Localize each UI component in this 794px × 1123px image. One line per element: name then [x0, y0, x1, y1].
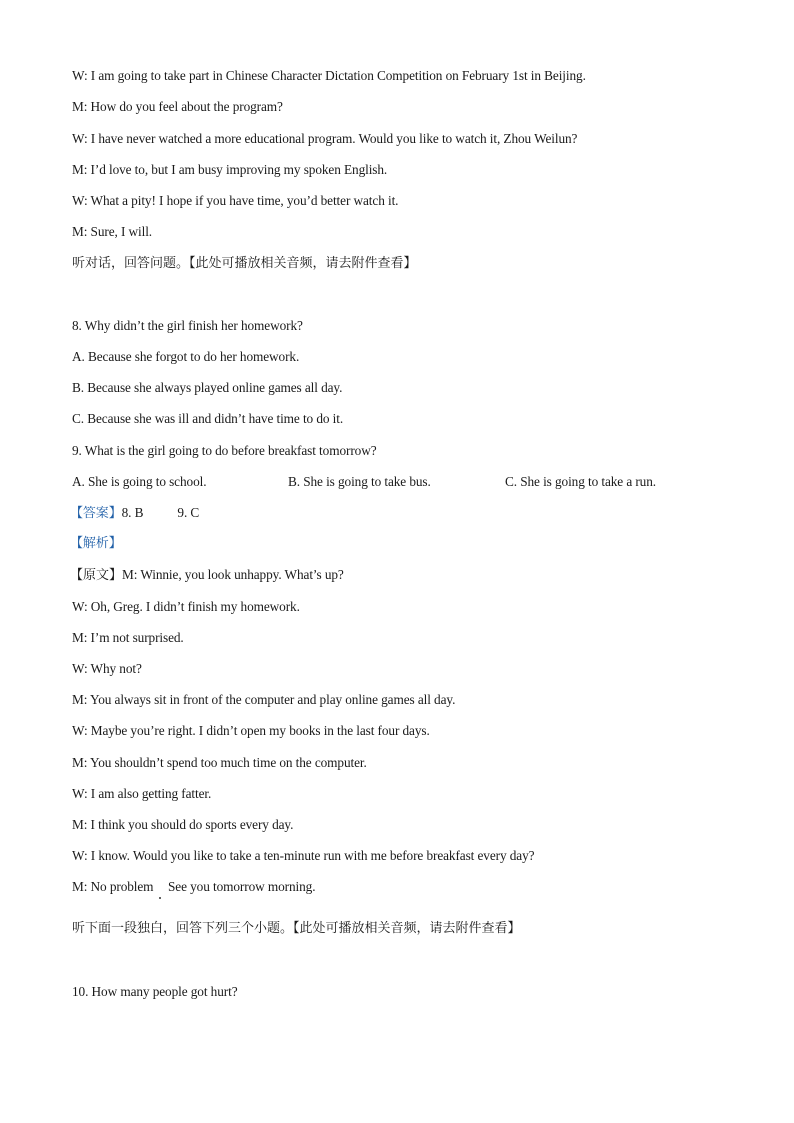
- question-10: 10. How many people got hurt?: [72, 984, 238, 999]
- original-line: W: Maybe you’re right. I didn’t open my books in the last four days.: [72, 723, 430, 738]
- original-line: M: No problem: [72, 879, 154, 894]
- listening-instruction: 听对话，回答问题。【此处可播放相关音频，请去附件查看】: [72, 256, 417, 271]
- question-8-option-c: C. Because she was ill and didn’t have time to do it.: [72, 411, 344, 426]
- dialogue-line: M: I’d love to, but I am busy improving my spoken English.: [72, 162, 388, 177]
- answer-label: 【答案】: [70, 506, 122, 521]
- dialogue-line: W: I am going to take part in Chinese Character Dictation Competition on February 1st in Beijing.: [72, 68, 586, 83]
- monologue-instruction: 听下面一段独白，回答下列三个小题。【此处可播放相关音频，请去附件查看】: [72, 921, 521, 936]
- original-line: M: You shouldn’t spend too much time on the computer.: [72, 755, 367, 770]
- question-8: 8. Why didn’t the girl finish her homework?: [72, 318, 303, 333]
- punctuation-dot: [159, 897, 161, 899]
- dialogue-line: M: Sure, I will.: [72, 224, 153, 239]
- original-line: W: Why not?: [72, 661, 142, 676]
- dialogue-line: M: How do you feel about the program?: [72, 99, 283, 114]
- dialogue-line: W: I have never watched a more educational program. Would you like to watch it, Zhou Weilun?: [72, 131, 578, 146]
- question-8-option-a: A. Because she forgot to do her homework.: [72, 349, 300, 364]
- answer-q9: 9. C: [177, 505, 200, 520]
- original-text-first-line: [70, 566, 344, 585]
- question-8-option-b: B. Because she always played online games all day.: [72, 380, 343, 395]
- dialogue-line: W: What a pity! I hope if you have time, you’d better watch it.: [72, 193, 399, 208]
- question-9-option-b: B. She is going to take bus.: [288, 474, 431, 489]
- original-line: M: I think you should do sports every day.: [72, 817, 294, 832]
- original-line: W: Oh, Greg. I didn’t finish my homework.: [72, 599, 300, 614]
- original-line: M: I’m not surprised.: [72, 630, 184, 645]
- original-line: M: You always sit in front of the computer and play online games all day.: [72, 692, 456, 707]
- analysis-label: 【解析】: [70, 536, 122, 551]
- original-line: W: I know. Would you like to take a ten-minute run with me before breakfast every day?: [72, 848, 535, 863]
- answer-q8: 8. B: [121, 505, 144, 520]
- original-line: See you tomorrow morning.: [168, 879, 316, 894]
- question-9: 9. What is the girl going to do before breakfast tomorrow?: [72, 443, 377, 458]
- original-line: W: I am also getting fatter.: [72, 786, 212, 801]
- answer-line: [70, 504, 199, 523]
- question-9-option-c: C. She is going to take a run.: [505, 474, 657, 489]
- question-9-option-a: A. She is going to school.: [72, 474, 207, 489]
- original-line: M: Winnie, you look unhappy. What’s up?: [122, 567, 344, 582]
- original-text-label: 【原文】: [70, 568, 123, 583]
